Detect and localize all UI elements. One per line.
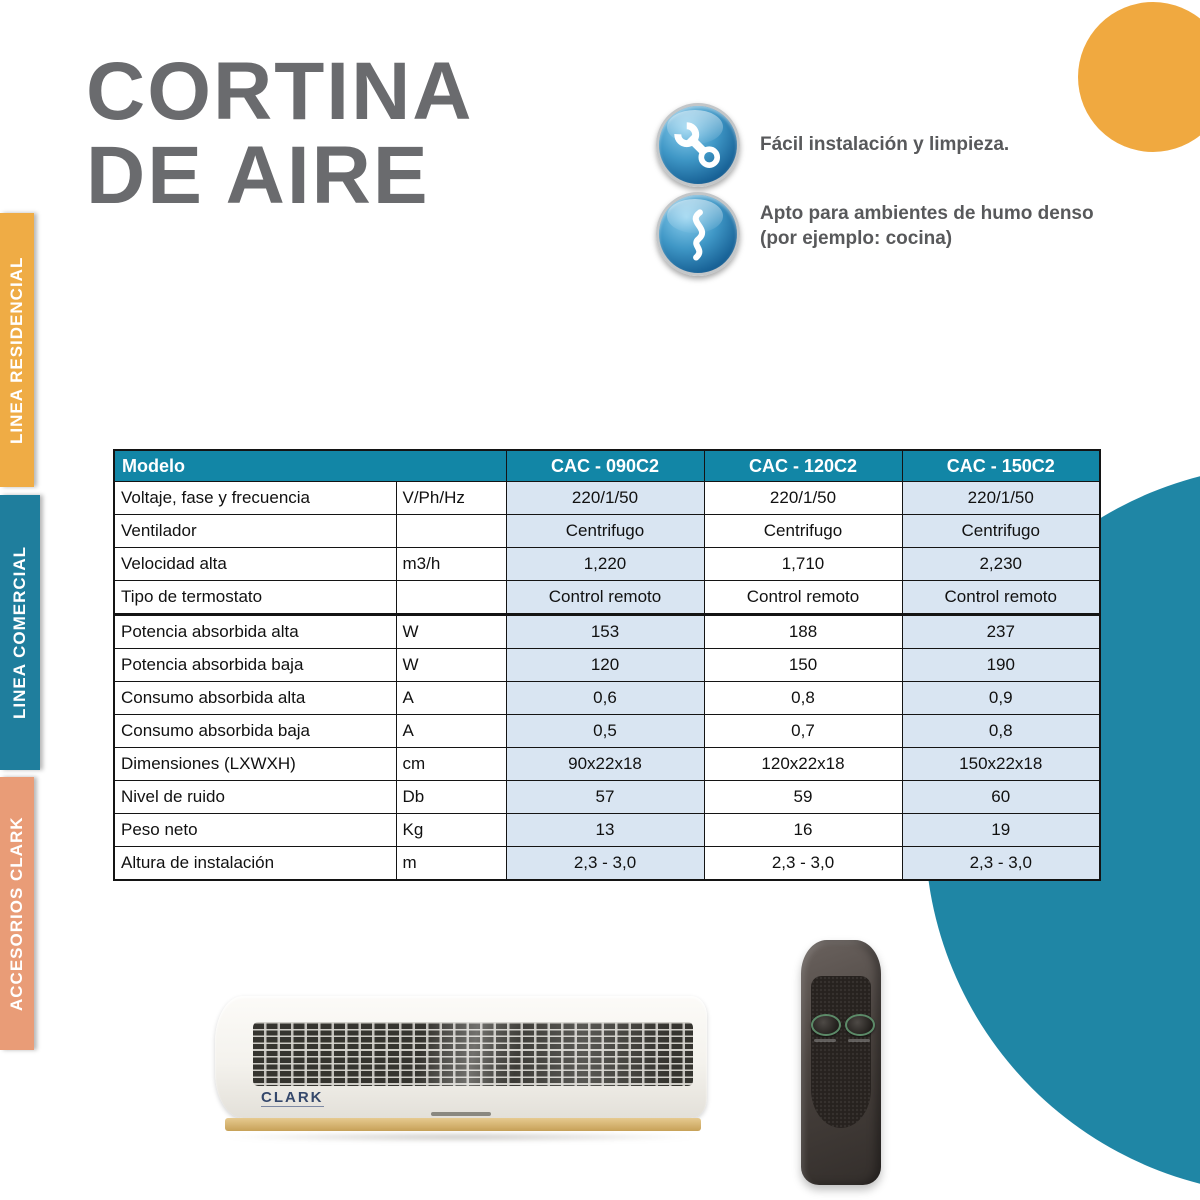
row-label: Velocidad alta (114, 548, 396, 581)
page-title-line1: CORTINA (86, 46, 474, 137)
table-row-voltaje (114, 482, 1100, 515)
cell-value: 120 (506, 649, 704, 682)
row-label: Potencia absorbida alta (114, 615, 396, 649)
row-label: Ventilador (114, 515, 396, 548)
air-curtain-shadow (221, 1132, 701, 1142)
row-label: Potencia absorbida baja (114, 649, 396, 682)
row-unit: m (396, 847, 506, 881)
cell-value: 0,5 (506, 715, 704, 748)
cell-value: 220/1/50 (704, 482, 902, 515)
row-unit: A (396, 682, 506, 715)
cell-value: 0,8 (704, 682, 902, 715)
page-title-line2: DE AIRE (86, 130, 430, 221)
air-curtain-notch (431, 1112, 491, 1116)
cell-value: 59 (704, 781, 902, 814)
cell-value: 150 (704, 649, 902, 682)
table-row-peso (114, 814, 1100, 847)
cell-value: 120x22x18 (704, 748, 902, 781)
smoke-icon (656, 192, 740, 276)
cell-value: 60 (902, 781, 1100, 814)
column-header-modelo: Modelo (114, 450, 506, 482)
row-unit: m3/h (396, 548, 506, 581)
table-row-velocidad (114, 548, 1100, 581)
table-row-termostato (114, 581, 1100, 615)
cell-value: 0,9 (902, 682, 1100, 715)
table-row-ventilador (114, 515, 1100, 548)
remote-panel (811, 976, 871, 1128)
cell-value: Centrifugo (506, 515, 704, 548)
sidebar-item-label: LINEA COMERCIAL (10, 545, 29, 720)
row-unit: A (396, 715, 506, 748)
column-header-cac150: CAC - 150C2 (902, 450, 1100, 482)
air-curtain-grille (253, 1022, 693, 1086)
wrench-icon (656, 103, 740, 187)
cell-value: 190 (902, 649, 1100, 682)
cell-value: 0,7 (704, 715, 902, 748)
air-curtain-front-band (253, 1088, 693, 1110)
sidebar-item-label: ACCESORIOS CLARK (7, 816, 26, 1011)
cell-value: 2,3 - 3,0 (902, 847, 1100, 881)
remote-button-label-left (814, 1039, 836, 1042)
row-unit: Kg (396, 814, 506, 847)
remote-control-image (801, 940, 881, 1185)
cell-value: 2,3 - 3,0 (704, 847, 902, 881)
cell-value: Control remoto (902, 581, 1100, 615)
row-label: Consumo absorbida baja (114, 715, 396, 748)
cell-value: 220/1/50 (506, 482, 704, 515)
cell-value: Centrifugo (902, 515, 1100, 548)
remote-button-right (845, 1014, 875, 1036)
feature-text-installation: Fácil instalación y limpieza. (760, 134, 1010, 155)
cell-value: 0,6 (506, 682, 704, 715)
sidebar-item-linea-comercial (0, 495, 40, 770)
cell-value: Centrifugo (704, 515, 902, 548)
table-row-consumo-baja (114, 715, 1100, 748)
table-row-potencia-alta (114, 615, 1100, 649)
row-unit: cm (396, 748, 506, 781)
row-label: Nivel de ruido (114, 781, 396, 814)
cell-value: 2,3 - 3,0 (506, 847, 704, 881)
table-row-potencia-baja (114, 649, 1100, 682)
row-label: Consumo absorbida alta (114, 682, 396, 715)
cell-value: 16 (704, 814, 902, 847)
air-curtain-gold-strip (225, 1118, 701, 1131)
cell-value: Control remoto (704, 581, 902, 615)
cell-value: 13 (506, 814, 704, 847)
cell-value: Control remoto (506, 581, 704, 615)
table-header-row (114, 450, 1100, 482)
brand-logo: CLARK (261, 1089, 324, 1106)
feature-text-smoke (760, 201, 1094, 251)
cell-value: 19 (902, 814, 1100, 847)
cell-value: 0,8 (902, 715, 1100, 748)
row-unit: W (396, 649, 506, 682)
row-unit: Db (396, 781, 506, 814)
page-title (86, 46, 474, 221)
sidebar-item-accesorios-clark (0, 777, 34, 1050)
cell-value: 1,710 (704, 548, 902, 581)
cell-value: 1,220 (506, 548, 704, 581)
row-unit (396, 515, 506, 548)
row-unit (396, 581, 506, 615)
sidebar-item-label: LINEA RESIDENCIAL (7, 256, 26, 444)
table-row-dimensiones (114, 748, 1100, 781)
column-header-cac090: CAC - 090C2 (506, 450, 704, 482)
feature-text-smoke-line1: Apto para ambientes de humo denso (760, 203, 1094, 224)
remote-button-left (811, 1014, 841, 1036)
feature-text-smoke-line2: (por ejemplo: cocina) (760, 228, 953, 249)
row-label: Tipo de termostato (114, 581, 396, 615)
row-unit: V/Ph/Hz (396, 482, 506, 515)
cell-value: 220/1/50 (902, 482, 1100, 515)
cell-value: 188 (704, 615, 902, 649)
row-label: Voltaje, fase y frecuencia (114, 482, 396, 515)
table-row-altura (114, 847, 1100, 881)
row-label: Dimensiones (LXWXH) (114, 748, 396, 781)
table-row-ruido (114, 781, 1100, 814)
cell-value: 153 (506, 615, 704, 649)
sidebar-item-linea-residencial (0, 213, 34, 487)
cell-value: 90x22x18 (506, 748, 704, 781)
cell-value: 57 (506, 781, 704, 814)
row-label: Altura de instalación (114, 847, 396, 881)
cell-value: 150x22x18 (902, 748, 1100, 781)
row-label: Peso neto (114, 814, 396, 847)
cell-value: 237 (902, 615, 1100, 649)
remote-button-label-right (848, 1039, 870, 1042)
cell-value: 2,230 (902, 548, 1100, 581)
spec-table (113, 449, 1101, 881)
air-curtain-image (215, 990, 707, 1144)
column-header-cac120: CAC - 120C2 (704, 450, 902, 482)
table-row-consumo-alta (114, 682, 1100, 715)
row-unit: W (396, 615, 506, 649)
orange-circle-decoration (1078, 2, 1200, 152)
